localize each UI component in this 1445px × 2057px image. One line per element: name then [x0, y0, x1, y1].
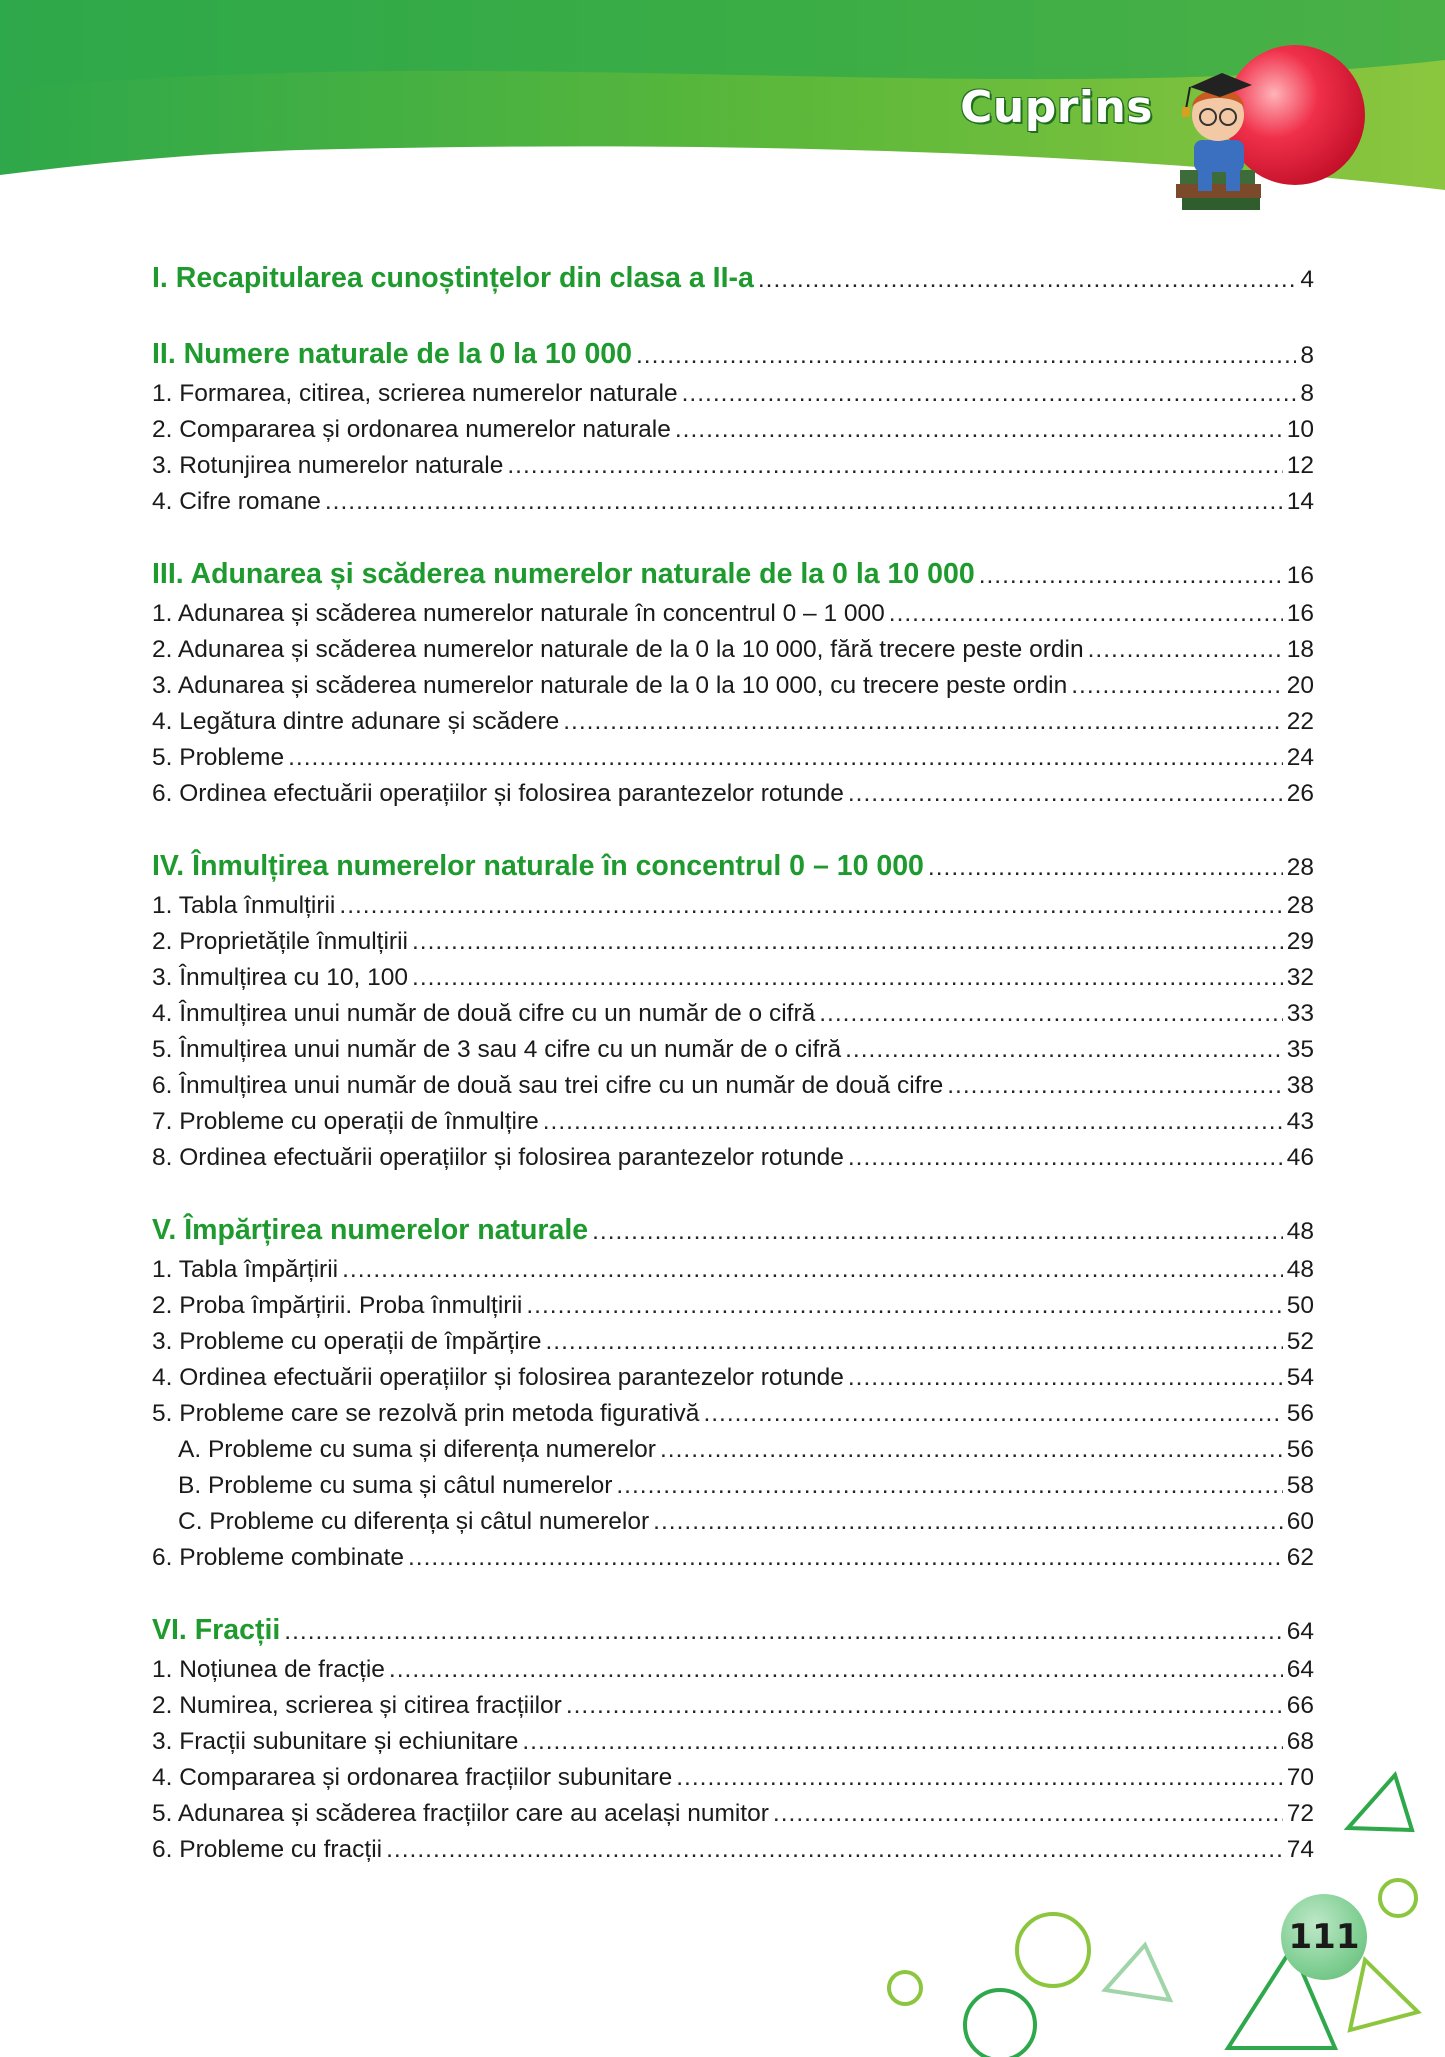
dot-leader	[703, 1396, 1282, 1432]
toc-section	[152, 846, 1314, 1176]
toc-chapter-heading-label: VI. Fracții	[152, 1614, 281, 1646]
toc-entry	[152, 960, 1314, 996]
dot-leader	[660, 1432, 1283, 1468]
dot-leader	[412, 960, 1283, 996]
dot-leader	[526, 1288, 1282, 1324]
toc-entry-label: 8. Ordinea efectuării operațiilor și folosirea parantezelor rotunde	[152, 1144, 844, 1171]
toc-chapter-heading-page: 4	[1300, 266, 1314, 293]
toc-entry-page: 38	[1286, 1072, 1314, 1099]
dot-leader	[947, 1068, 1282, 1104]
toc-entry	[152, 1360, 1314, 1396]
toc-entry-page: 54	[1286, 1364, 1314, 1391]
dot-leader	[522, 1724, 1282, 1760]
page-number-badge: 111	[1281, 1894, 1367, 1980]
toc-entry-page: 26	[1286, 780, 1314, 807]
toc-entry	[152, 448, 1314, 484]
toc-entry	[152, 1796, 1314, 1832]
toc-chapter-heading-label: III. Adunarea și scăderea numerelor naturale de la 0 la 10 000	[152, 558, 975, 590]
toc-entry	[152, 1288, 1314, 1324]
dot-leader	[342, 1252, 1283, 1288]
toc-entry	[152, 996, 1314, 1032]
dot-leader	[979, 556, 1283, 596]
toc-entry	[152, 1468, 1314, 1504]
toc-entry-page: 74	[1286, 1836, 1314, 1863]
toc-section	[152, 334, 1314, 520]
dot-leader	[339, 888, 1282, 924]
circle-icon	[965, 1990, 1035, 2057]
toc-entry-label: 6. Probleme cu fracții	[152, 1836, 383, 1863]
toc-section	[152, 554, 1314, 812]
toc-entry-page: 16	[1286, 600, 1314, 627]
circle-icon	[1017, 1914, 1089, 1986]
toc-entry-page: 32	[1286, 964, 1314, 991]
toc-chapter-heading	[152, 258, 1314, 300]
toc-section	[152, 1210, 1314, 1576]
toc-chapter-heading	[152, 846, 1314, 888]
toc-entry-page: 35	[1286, 1036, 1314, 1063]
dot-leader	[616, 1468, 1282, 1504]
toc-chapter-heading	[152, 1610, 1314, 1652]
toc-entry-page: 18	[1286, 636, 1314, 663]
dot-leader	[1088, 632, 1283, 668]
triangle-icon	[1350, 1960, 1418, 2030]
dot-leader	[288, 740, 1283, 776]
dot-leader	[386, 1832, 1283, 1868]
toc-entry-page: 12	[1286, 452, 1314, 479]
toc-entry	[152, 740, 1314, 776]
toc-entry-label: B. Probleme cu suma și câtul numerelor	[178, 1472, 613, 1499]
toc-chapter-heading-page: 64	[1286, 1618, 1314, 1645]
toc-entry-page: 24	[1286, 744, 1314, 771]
toc-entry-label: 2. Proprietățile înmulțirii	[152, 928, 408, 955]
toc-entry-label: C. Probleme cu diferența și câtul numerelor	[178, 1508, 650, 1535]
toc-entry-label: 6. Probleme combinate	[152, 1544, 404, 1571]
toc-entry-page: 22	[1286, 708, 1314, 735]
dot-leader	[848, 776, 1283, 812]
toc-entry-label: 3. Probleme cu operații de împărțire	[152, 1328, 542, 1355]
table-of-contents	[152, 258, 1314, 1902]
toc-entry-page: 10	[1286, 416, 1314, 443]
toc-chapter-heading-label: V. Împărțirea numerelor naturale	[152, 1214, 589, 1246]
dot-leader	[389, 1652, 1283, 1688]
toc-entry	[152, 376, 1314, 412]
dot-leader	[758, 260, 1297, 300]
toc-entry-page: 68	[1286, 1728, 1314, 1755]
toc-entry-page: 56	[1286, 1400, 1314, 1427]
dot-leader	[675, 412, 1283, 448]
toc-chapter-heading-page: 16	[1286, 562, 1314, 589]
dot-leader	[563, 704, 1282, 740]
dot-leader	[845, 1032, 1283, 1068]
dot-leader	[566, 1688, 1283, 1724]
toc-entry-label: 5. Probleme care se rezolvă prin metoda figurativă	[152, 1400, 700, 1427]
dot-leader	[928, 848, 1283, 888]
toc-entry	[152, 704, 1314, 740]
toc-entry-page: 60	[1286, 1508, 1314, 1535]
toc-entry-label: 1. Noțiunea de fracție	[152, 1656, 385, 1683]
dot-leader	[592, 1212, 1283, 1252]
toc-entry-page: 70	[1286, 1764, 1314, 1791]
dot-leader	[1071, 668, 1282, 704]
dot-leader	[848, 1140, 1283, 1176]
toc-entry-page: 56	[1286, 1436, 1314, 1463]
toc-entry	[152, 412, 1314, 448]
toc-entry-label: 2. Proba împărțirii. Proba înmulțirii	[152, 1292, 523, 1319]
toc-section	[152, 258, 1314, 300]
toc-entry-label: 4. Cifre romane	[152, 488, 321, 515]
toc-entry-page: 50	[1286, 1292, 1314, 1319]
toc-entry-label: 2. Numirea, scrierea și citirea fracțiilor	[152, 1692, 562, 1719]
dot-leader	[284, 1612, 1282, 1652]
dot-leader	[507, 448, 1282, 484]
dot-leader	[636, 336, 1296, 376]
triangle-icon	[1348, 1775, 1412, 1830]
toc-entry-page: 46	[1286, 1144, 1314, 1171]
toc-entry-page: 8	[1300, 380, 1314, 407]
toc-entry	[152, 1324, 1314, 1360]
dot-leader	[889, 596, 1283, 632]
toc-entry-label: 1. Formarea, citirea, scrierea numerelor naturale	[152, 380, 678, 407]
toc-entry	[152, 1396, 1314, 1432]
toc-chapter-heading	[152, 334, 1314, 376]
dot-leader	[543, 1104, 1283, 1140]
toc-entry	[152, 1832, 1314, 1868]
toc-entry-label: 4. Ordinea efectuării operațiilor și folosirea parantezelor rotunde	[152, 1364, 844, 1391]
toc-entry-page: 72	[1286, 1800, 1314, 1827]
toc-chapter-heading-label: I. Recapitularea cunoștințelor din clasa a II-a	[152, 262, 754, 294]
toc-entry	[152, 1252, 1314, 1288]
toc-entry-page: 28	[1286, 892, 1314, 919]
toc-entry-label: 3. Rotunjirea numerelor naturale	[152, 452, 504, 479]
toc-entry	[152, 668, 1314, 704]
toc-entry-label: 2. Adunarea și scăderea numerelor naturale de la 0 la 10 000, fără trecere peste ordin	[152, 636, 1084, 663]
dot-leader	[412, 924, 1283, 960]
circle-icon	[1380, 1880, 1416, 1916]
toc-entry	[152, 632, 1314, 668]
toc-entry	[152, 1104, 1314, 1140]
toc-chapter-heading-label: IV. Înmulțirea numerelor naturale în concentrul 0 – 10 000	[152, 850, 924, 882]
toc-entry-label: 4. Legătura dintre adunare și scădere	[152, 708, 560, 735]
toc-entry-label: 7. Probleme cu operații de înmulțire	[152, 1108, 539, 1135]
toc-entry	[152, 776, 1314, 812]
toc-entry	[152, 888, 1314, 924]
toc-entry-label: 6. Ordinea efectuării operațiilor și folosirea parantezelor rotunde	[152, 780, 844, 807]
toc-entry-label: 1. Adunarea și scăderea numerelor naturale în concentrul 0 – 1 000	[152, 600, 885, 627]
dot-leader	[325, 484, 1283, 520]
toc-chapter-heading	[152, 554, 1314, 596]
dot-leader	[819, 996, 1283, 1032]
toc-section	[152, 1610, 1314, 1868]
toc-chapter-heading-label: II. Numere naturale de la 0 la 10 000	[152, 338, 632, 370]
toc-entry-label: 5. Înmulțirea unui număr de 3 sau 4 cifre cu un număr de o cifră	[152, 1036, 842, 1063]
toc-entry-label: 4. Înmulțirea unui număr de două cifre cu un număr de o cifră	[152, 1000, 816, 1027]
dot-leader	[848, 1360, 1283, 1396]
toc-entry	[152, 484, 1314, 520]
toc-entry-label: 6. Înmulțirea unui număr de două sau trei cifre cu un număr de două cifre	[152, 1072, 944, 1099]
toc-entry	[152, 1140, 1314, 1176]
dot-leader	[545, 1324, 1282, 1360]
toc-entry	[152, 1724, 1314, 1760]
circle-icon	[889, 1972, 921, 2004]
toc-entry-page: 14	[1286, 488, 1314, 515]
toc-entry-page: 64	[1286, 1656, 1314, 1683]
toc-entry-page: 66	[1286, 1692, 1314, 1719]
toc-entry	[152, 924, 1314, 960]
toc-entry-page: 62	[1286, 1544, 1314, 1571]
toc-entry	[152, 1032, 1314, 1068]
toc-entry-page: 33	[1286, 1000, 1314, 1027]
toc-entry-page: 52	[1286, 1328, 1314, 1355]
toc-chapter-heading-page: 8	[1300, 342, 1314, 369]
page-title: Cuprins	[960, 82, 1153, 133]
toc-entry-page: 58	[1286, 1472, 1314, 1499]
dot-leader	[773, 1796, 1283, 1832]
mascot-boy-icon	[1160, 45, 1370, 225]
toc-entry	[152, 1432, 1314, 1468]
toc-entry-label: A. Probleme cu suma și diferența numerelor	[178, 1436, 656, 1463]
toc-entry-label: 1. Tabla împărțirii	[152, 1256, 339, 1283]
toc-chapter-heading-page: 28	[1286, 854, 1314, 881]
toc-chapter-heading-page: 48	[1286, 1218, 1314, 1245]
toc-entry-label: 4. Compararea și ordonarea fracțiilor subunitare	[152, 1764, 673, 1791]
toc-entry-label: 5. Adunarea și scăderea fracțiilor care au același numitor	[152, 1800, 769, 1827]
dot-leader	[682, 376, 1297, 412]
red-ball-icon	[1225, 45, 1365, 185]
toc-entry	[152, 1068, 1314, 1104]
toc-entry-label: 2. Compararea și ordonarea numerelor naturale	[152, 416, 671, 443]
toc-chapter-heading	[152, 1210, 1314, 1252]
toc-entry-label: 3. Fracții subunitare și echiunitare	[152, 1728, 519, 1755]
dot-leader	[676, 1760, 1283, 1796]
toc-entry-label: 3. Înmulțirea cu 10, 100	[152, 964, 409, 991]
toc-entry-page: 43	[1286, 1108, 1314, 1135]
dot-leader	[653, 1504, 1283, 1540]
toc-entry-label: 1. Tabla înmulțirii	[152, 892, 336, 919]
toc-entry	[152, 596, 1314, 632]
toc-entry-page: 48	[1286, 1256, 1314, 1283]
toc-entry	[152, 1540, 1314, 1576]
triangle-icon	[1105, 1945, 1170, 2000]
toc-entry	[152, 1504, 1314, 1540]
toc-entry-page: 20	[1286, 672, 1314, 699]
toc-entry	[152, 1688, 1314, 1724]
toc-entry	[152, 1652, 1314, 1688]
dot-leader	[408, 1540, 1283, 1576]
toc-entry-label: 5. Probleme	[152, 744, 285, 771]
toc-entry-page: 29	[1286, 928, 1314, 955]
toc-entry	[152, 1760, 1314, 1796]
toc-entry-label: 3. Adunarea și scăderea numerelor naturale de la 0 la 10 000, cu trecere peste ordin	[152, 672, 1068, 699]
